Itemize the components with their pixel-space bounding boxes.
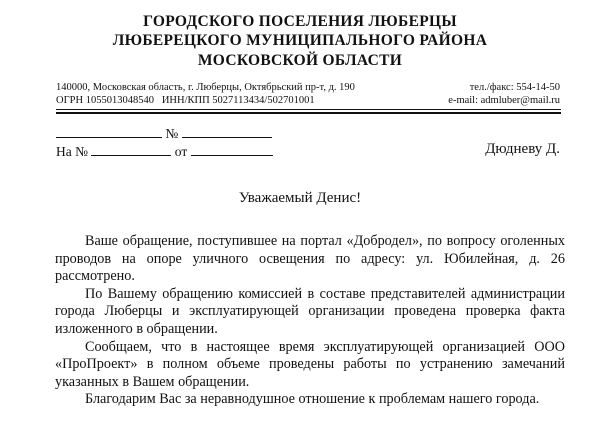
address-text: 140000, Московская область, г. Люберцы, Октябрьский пр-т, д. 190 <box>56 82 355 93</box>
registration-ids: ОГРН 1055013048540 ИНН/КПП 5027113434/502701001 <box>56 95 315 106</box>
reply-date-blank <box>191 143 273 156</box>
paragraph-2: По Вашему обращению комиссией в составе представителей администрации города Люберцы и эксплуатирующей организации проведена проверка факта изложенного в обращении. <box>55 285 565 337</box>
reply-to-line <box>56 143 273 160</box>
contacts-left <box>56 81 355 107</box>
header-divider-thick <box>56 112 561 114</box>
paragraph-3: Сообщаем, что в настоящее время эксплуатирующей организацией ООО «ПроПроект» в полном объеме проведены работы по устранению замечаний указанных в Вашем обращении. <box>55 338 565 390</box>
number-sign: № <box>165 126 179 141</box>
letter-body <box>55 233 565 409</box>
contacts-right <box>448 81 560 107</box>
date-blank <box>56 125 162 138</box>
salutation: Уважаемый Денис! <box>238 190 362 206</box>
from-label: от <box>174 144 188 159</box>
on-number-label: На № <box>56 144 88 159</box>
paragraph-1: Ваше обращение, поступившее на портал «Добродел», по вопросу оголенных проводов на опоре уличного освещения по адресу: ул. Юбилейная, д. 26 рассмотрено. <box>55 233 565 285</box>
recipient-name: Дюдневу Д. <box>485 141 560 157</box>
phone-fax: тел./факс: 554-14-50 <box>469 82 560 93</box>
header-line-1: ГОРОДСКОГО ПОСЕЛЕНИЯ ЛЮБЕРЦЫ <box>143 13 457 30</box>
reply-number-blank <box>91 143 171 156</box>
paragraph-4: Благодарим Вас за неравнодушное отношение к проблемам нашего города. <box>85 391 540 408</box>
header-divider-thin <box>56 109 561 110</box>
header-line-3: МОСКОВСКОЙ ОБЛАСТИ <box>197 52 403 69</box>
number-blank <box>182 125 272 138</box>
outgoing-number-line <box>56 125 272 142</box>
header-line-2: ЛЮБЕРЕЦКОГО МУНИЦИПАЛЬНОГО РАЙОНА <box>112 32 488 49</box>
email-text: e-mail: admluber@mail.ru <box>448 95 560 106</box>
